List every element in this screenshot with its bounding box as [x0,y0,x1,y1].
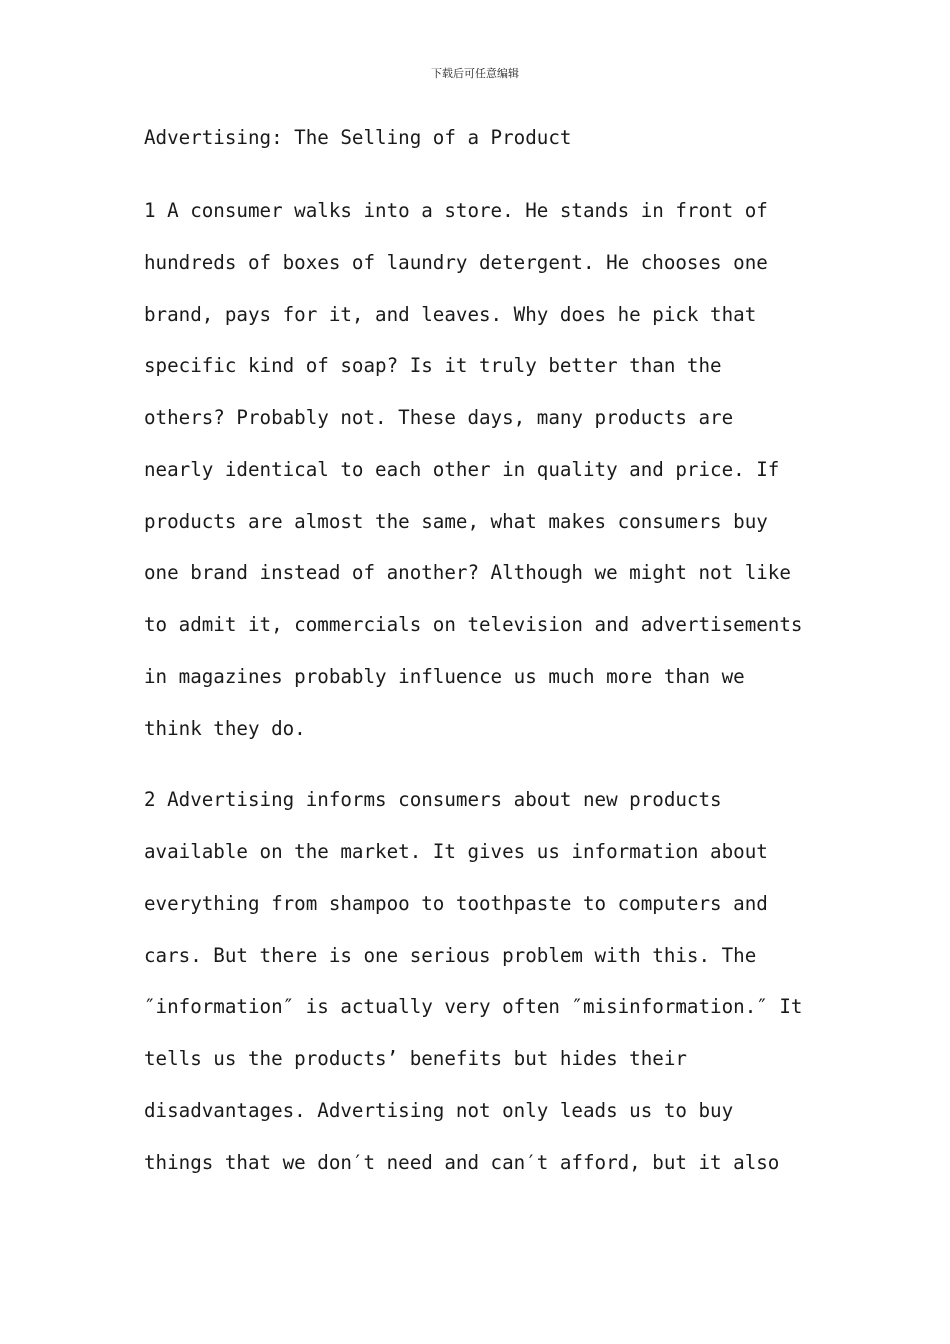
text-line: everything from shampoo to toothpaste to computers and [144,891,768,915]
text-line: products are almost the same, what makes consumers buy [144,509,768,533]
text-line: in magazines probably influence us much more than we [144,664,745,688]
paragraph-1 [144,197,824,766]
text-line: to admit it, commercials on television and advertisements [144,613,803,636]
text-line: tells us the products’ benefits but hides their [144,1047,687,1070]
text-line: others? Probably not. These days, many products are [144,406,734,429]
text-line: think they do. [144,716,306,740]
text-line: cars. But there is one serious problem with this. The [144,943,757,967]
header-note: 下载后可任意编辑 [431,67,519,80]
paragraph-2 [144,786,824,1200]
text-line: nearly identical to each other in quality and price. If [144,457,780,481]
text-line: 1 A consumer walks into a store. He stands in front of [144,199,768,222]
document-body [144,124,824,1200]
document-title: Advertising: The Selling of a Product [144,126,572,149]
text-line: disadvantages. Advertising not only leads us to buy [144,1098,734,1122]
text-line: brand, pays for it, and leaves. Why does he pick that [144,302,757,326]
text-line: hundreds of boxes of laundry detergent. He chooses one [144,250,768,274]
text-line: available on the market. It gives us information about [144,840,768,863]
text-line: one brand instead of another? Although we might not like [144,561,791,585]
text-line: specific kind of soap? Is it truly better than the [144,354,722,378]
text-line: 2 Advertising informs consumers about new products [144,788,722,812]
text-line: ″information″ is actually very often ″misinformation.″ It [144,995,803,1019]
text-line: things that we don′t need and can′t afford, but it also [144,1150,780,1174]
